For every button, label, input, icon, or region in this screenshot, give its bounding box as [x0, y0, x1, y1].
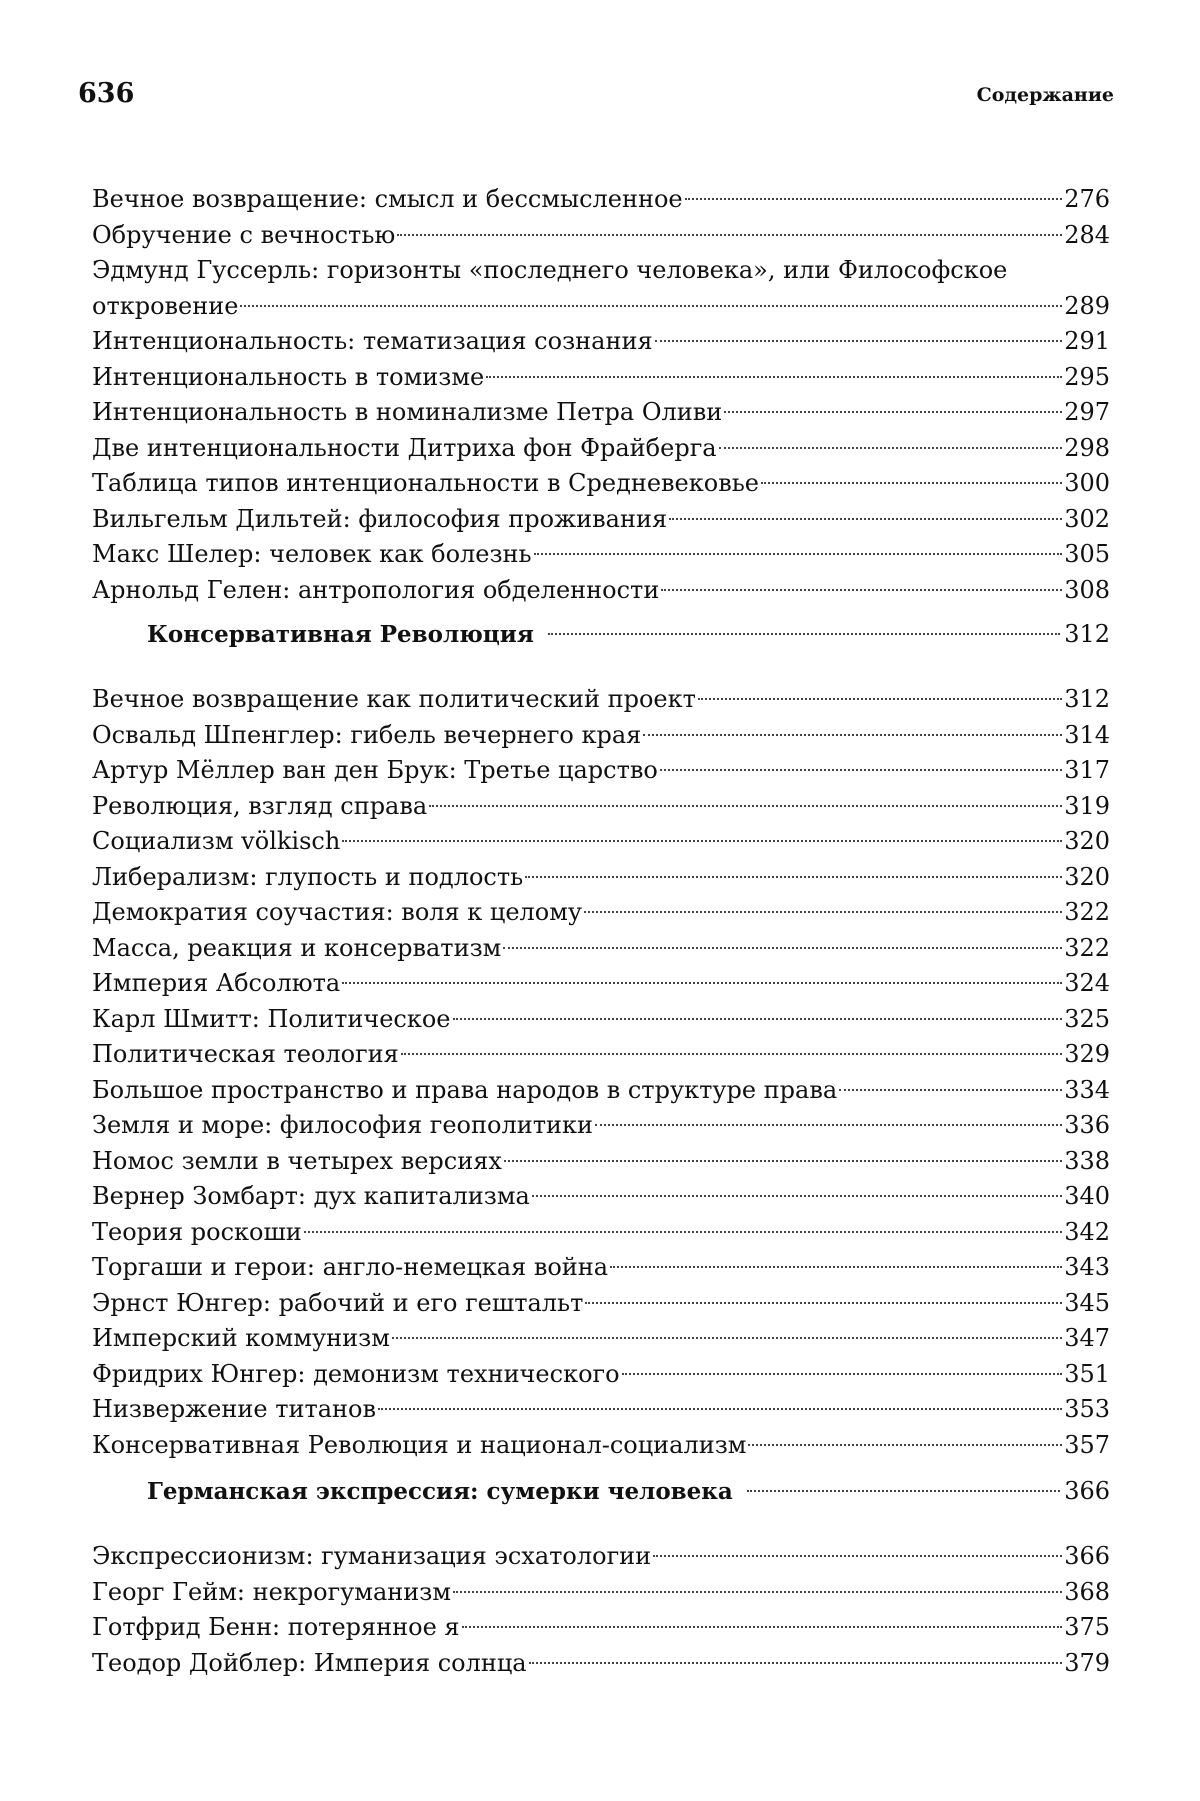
dot-leader: [595, 1124, 1062, 1126]
entry-title: Революция, взгляд справа: [92, 791, 428, 820]
dot-leader: [397, 234, 1062, 236]
section-title: Консервативная Революция: [147, 621, 534, 648]
table-of-contents: [92, 182, 1110, 1681]
entry-title: Фридрих Юнгер: демонизм технического: [92, 1359, 620, 1388]
toc-entry: [92, 253, 1110, 324]
entry-page: 353: [1064, 1395, 1110, 1423]
entry-title: Арнольд Гелен: антропология обделенности: [92, 575, 660, 604]
dot-leader: [532, 1195, 1062, 1197]
entry-title: Теория роскоши: [92, 1217, 302, 1246]
toc-entry: [92, 1250, 1110, 1286]
toc-entry: [92, 1179, 1110, 1215]
entry-title: Торгаши и герои: англо-немецкая война: [92, 1253, 609, 1281]
dot-leader: [839, 1089, 1062, 1091]
entry-title: Вечное возвращение как политический проект: [92, 685, 696, 713]
entry-title: Экспрессионизм: гуманизация эсхатологии: [92, 1542, 652, 1570]
dot-leader: [429, 805, 1062, 807]
dot-leader: [342, 982, 1062, 984]
section-title: Германская экспрессия: сумерки человека: [147, 1478, 733, 1505]
toc-entry-line: [92, 289, 1110, 325]
dot-leader: [724, 411, 1062, 413]
entry-title: Вильгельм Дильтей: философия проживания: [92, 504, 668, 533]
entry-page: 379: [1064, 1648, 1110, 1677]
entry-page: 312: [1064, 685, 1110, 713]
entry-page: 336: [1064, 1111, 1110, 1139]
dot-leader: [240, 305, 1062, 307]
dot-leader: [761, 482, 1062, 484]
entry-page: 291: [1064, 327, 1110, 355]
toc-entry: [92, 466, 1110, 502]
dot-leader: [529, 1662, 1063, 1664]
entry-title: Артур Мёллер ван ден Брук: Третье царство: [92, 756, 658, 784]
toc-entry: [92, 1539, 1110, 1575]
entry-page: 345: [1064, 1288, 1110, 1317]
dot-leader: [401, 1053, 1062, 1055]
dot-leader: [622, 1373, 1063, 1375]
entry-page: 322: [1064, 898, 1110, 926]
entry-title: Вернер Зомбарт: дух капитализма: [92, 1182, 530, 1210]
entry-page: 300: [1064, 469, 1110, 497]
entry-page: 351: [1064, 1359, 1110, 1388]
entry-title: Большое пространство и права народов в структуре права: [92, 1075, 838, 1104]
entry-page: 375: [1064, 1613, 1110, 1641]
entry-page: 305: [1064, 540, 1110, 568]
entry-page: 276: [1064, 185, 1110, 213]
entry-title: Вечное возвращение: смысл и бессмысленное: [92, 185, 683, 213]
dot-leader: [504, 1160, 1062, 1162]
entry-page: 324: [1064, 969, 1110, 997]
toc-entry: [92, 1286, 1110, 1322]
entry-page: 325: [1064, 1004, 1110, 1033]
entry-page: 322: [1064, 933, 1110, 962]
entry-title: Теодор Дойблер: Империя солнца: [92, 1648, 527, 1677]
dot-leader: [719, 447, 1063, 449]
running-title: Содержание: [976, 84, 1114, 106]
entry-page: 366: [1064, 1542, 1110, 1570]
dot-leader: [525, 876, 1062, 878]
toc-entry: [92, 182, 1110, 218]
entry-title: Земля и море: философия геополитики: [92, 1111, 593, 1139]
entry-page: 314: [1064, 720, 1110, 749]
page-header: [78, 78, 1114, 118]
dot-leader: [392, 1337, 1062, 1339]
dot-leader: [653, 1555, 1062, 1557]
toc-entry: [92, 537, 1110, 573]
dot-leader: [661, 589, 1062, 591]
entry-title: Георг Гейм: некрогуманизм: [92, 1577, 452, 1606]
entry-title: Карл Шмитт: Политическое: [92, 1004, 451, 1033]
dot-leader: [503, 947, 1062, 949]
dot-leader: [660, 769, 1062, 771]
toc-entry: [92, 753, 1110, 789]
toc-entry: [92, 360, 1110, 396]
entry-title: Империя Абсолюта: [92, 969, 341, 997]
toc-entry: [92, 1037, 1110, 1073]
entry-title: Две интенциональности Дитриха фон Фрайберга: [92, 433, 717, 462]
entry-title: Интенциональность в номинализме Петра Оливи: [92, 398, 723, 426]
entry-title: Макс Шелер: человек как болезнь: [92, 540, 532, 568]
toc-entry: [92, 1646, 1110, 1682]
toc-entry: [92, 1575, 1110, 1611]
entry-title: Интенциональность в томизме: [92, 362, 485, 391]
dot-leader: [378, 1408, 1062, 1410]
entry-page: 368: [1064, 1577, 1110, 1606]
entry-page: 329: [1064, 1040, 1110, 1068]
dot-leader: [585, 1302, 1062, 1304]
entry-title: Готфрид Бенн: потерянное я: [92, 1613, 460, 1641]
dot-leader: [610, 1266, 1062, 1268]
toc-entry: [92, 718, 1110, 754]
entry-page: 302: [1064, 504, 1110, 533]
toc-entry: [92, 1073, 1110, 1109]
entry-page: 357: [1064, 1430, 1110, 1459]
entry-page: 284: [1064, 220, 1110, 249]
entry-title: Таблица типов интенциональности в Средневековье: [92, 469, 759, 497]
entry-page: 347: [1064, 1324, 1110, 1352]
dot-leader: [453, 1591, 1062, 1593]
page-number: 636: [78, 78, 135, 109]
dot-leader: [486, 376, 1062, 378]
toc-entry: [92, 966, 1110, 1002]
entry-title: Либерализм: глупость и подлость: [92, 862, 524, 891]
entry-page: 308: [1064, 575, 1110, 604]
entry-title: откровение: [92, 291, 239, 320]
entry-page: 340: [1064, 1182, 1110, 1210]
toc-entry: [92, 931, 1110, 967]
entry-page: 320: [1064, 862, 1110, 891]
entry-page: 343: [1064, 1253, 1110, 1281]
toc-entry: [92, 1357, 1110, 1393]
entry-page: 342: [1064, 1217, 1110, 1246]
entry-title: Демократия соучастия: воля к целому: [92, 898, 583, 926]
dot-leader: [342, 840, 1062, 842]
entry-title: Имперский коммунизм: [92, 1324, 390, 1352]
toc-entry: [92, 218, 1110, 254]
section-page: 366: [1064, 1477, 1110, 1505]
toc-section-heading: [92, 1471, 1110, 1511]
toc-entry: [92, 573, 1110, 609]
entry-title: Консервативная Революция и национал-социализм: [92, 1430, 747, 1459]
toc-entry: [92, 860, 1110, 896]
dot-leader: [747, 1490, 1060, 1492]
toc-entry: [92, 824, 1110, 860]
dot-leader: [584, 911, 1062, 913]
toc-entry: [92, 1392, 1110, 1428]
toc-entry: [92, 1610, 1110, 1646]
entry-title: Социализм völkisch: [92, 827, 341, 855]
dot-leader: [655, 340, 1063, 342]
entry-page: 298: [1064, 433, 1110, 462]
entry-title: Обручение с вечностью: [92, 220, 396, 249]
toc-entry: [92, 1321, 1110, 1357]
entry-title: Политическая теология: [92, 1040, 399, 1068]
entry-page: 295: [1064, 362, 1110, 391]
toc-entry: [92, 1108, 1110, 1144]
entry-page: 297: [1064, 398, 1110, 426]
entry-title: Интенциональность: тематизация сознания: [92, 327, 653, 355]
dot-leader: [643, 734, 1062, 736]
entry-title: Низвержение титанов: [92, 1395, 377, 1423]
dot-leader: [462, 1626, 1063, 1628]
entry-page: 319: [1064, 791, 1110, 820]
toc-entry: [92, 1002, 1110, 1038]
toc-entry: [92, 895, 1110, 931]
toc-block-1: [92, 182, 1110, 608]
entry-page: 320: [1064, 827, 1110, 855]
entry-title: Освальд Шпенглер: гибель вечернего края: [92, 720, 642, 749]
dot-leader: [698, 698, 1062, 700]
dot-leader: [685, 198, 1063, 200]
dot-leader: [669, 518, 1062, 520]
toc-block-3: [92, 1539, 1110, 1681]
section-page: 312: [1064, 620, 1110, 648]
entry-page: 317: [1064, 756, 1110, 784]
toc-section-heading: [92, 614, 1110, 654]
toc-entry: [92, 1428, 1110, 1464]
toc-block-2: [92, 682, 1110, 1463]
toc-entry: [92, 324, 1110, 360]
dot-leader: [453, 1018, 1063, 1020]
entry-page: 289: [1064, 291, 1110, 320]
toc-entry: [92, 431, 1110, 467]
entry-title-line1: Эдмунд Гуссерль: горизонты «последнего человека», или Философское: [92, 256, 1008, 284]
dot-leader: [534, 553, 1063, 555]
toc-entry: [92, 1215, 1110, 1251]
toc-entry: [92, 1144, 1110, 1180]
toc-entry: [92, 682, 1110, 718]
entry-page: 338: [1064, 1146, 1110, 1175]
toc-entry: [92, 502, 1110, 538]
entry-title: Масса, реакция и консерватизм: [92, 933, 502, 962]
dot-leader: [548, 633, 1060, 635]
entry-title: Эрнст Юнгер: рабочий и его гештальт: [92, 1288, 584, 1317]
entry-title: Номос земли в четырех версиях: [92, 1146, 502, 1175]
toc-entry: [92, 789, 1110, 825]
entry-page: 334: [1064, 1075, 1110, 1104]
dot-leader: [304, 1231, 1062, 1233]
toc-entry: [92, 395, 1110, 431]
dot-leader: [748, 1444, 1062, 1446]
